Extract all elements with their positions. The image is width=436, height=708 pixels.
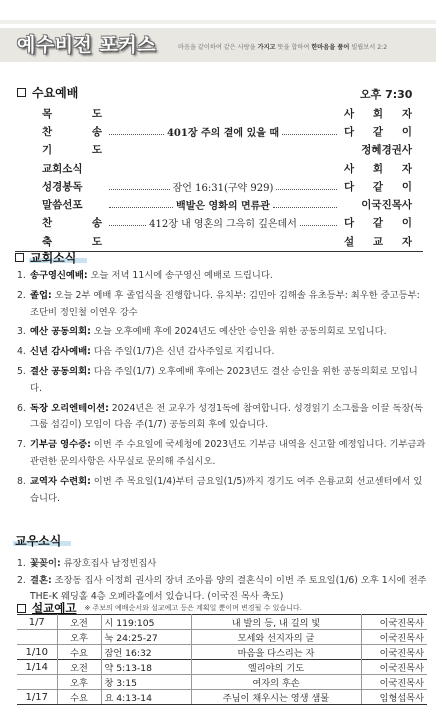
table-row [17,675,427,690]
item-body [30,344,274,361]
service-time: 수요 [57,645,101,660]
news-heading: 교회소식 [15,249,76,266]
header-slogan: 마음을 같이하여 같은 사랑을 가지고 뜻을 합하여 한마음을 품어 빌립보서 2:2 [178,44,388,51]
leader-char: 이 [401,180,412,193]
table-row [17,690,427,705]
list-item [17,437,429,471]
sermon-date: 1/7 [17,615,57,630]
checkbox-square-icon [17,88,26,97]
leader-char: 이국진목사 [361,199,412,212]
item-number: 1. [17,558,26,569]
preacher: 이국진목사 [361,630,427,645]
worship-row [42,177,412,195]
item-title: 졸업: [30,289,52,301]
item-number: 2. [17,574,26,586]
list-item [17,474,429,508]
leader-char: 다 [344,217,355,230]
staff-list [17,556,429,606]
dot-leader [109,225,146,226]
worship-content-line [102,241,344,242]
item-body [30,268,273,285]
leader-char: 같 [372,180,384,193]
dot-leader [282,134,337,135]
worship-leader [344,142,412,157]
item-body [30,288,429,322]
worship-content-line [102,149,344,150]
service-time: 오전 [57,660,101,675]
staff-heading: 교우소식 [15,532,61,549]
role-char: 도 [91,107,102,120]
item-title: 예산 공동의회: [30,326,91,338]
worship-content-line [102,124,344,139]
table-row [17,645,427,660]
role-char: 도 [91,235,102,248]
leader-char: 사 [344,162,355,175]
item-number: 1. [17,270,26,281]
item-title: 교역자 수련회: [30,475,91,487]
scripture-ref: 잠언 16:32 [101,645,191,660]
item-title: 꽃꽂이: [30,558,61,569]
role-char: 찬 [42,125,53,138]
sermon-date: 1/10 [17,645,57,660]
worship-row [42,159,412,177]
worship-row [42,232,412,250]
scripture-ref: 약 5:13-18 [101,660,191,675]
item-number: 4. [17,346,26,358]
dot-leader [300,225,337,226]
item-number: 3. [17,326,26,338]
banner-stripe [0,20,436,24]
item-text: 다음 주일(1/7)은 신년 감사주일로 지킵니다. [90,346,275,358]
sermon-date [17,675,57,690]
item-title: 기부금 영수증: [30,439,91,451]
scripture-ref: 시 119:105 [101,615,191,630]
item-text: 오늘 오후예배 후에 2024년도 예산안 승인을 위한 공동의회로 모입니다. [90,326,387,338]
sermon-date: 1/17 [17,690,57,705]
leader-char: 같 [372,125,384,138]
checkbox-square-icon [15,253,24,262]
worship-leader [344,179,412,194]
worship-content: 401장 주의 곁에 있을 때 [166,127,280,139]
worship-row [42,122,412,140]
news-list [17,268,429,510]
dot-leader [109,189,170,190]
leader-char: 사 [344,107,355,120]
worship-content-line [102,113,344,114]
worship-content: 412장 내 영혼의 그윽히 깊은데서 [149,219,297,231]
item-number: 7. [17,439,26,451]
role-char: 송 [91,217,102,230]
list-item [17,324,429,341]
item-title: 송구영신예배: [30,270,88,281]
worship-leader [344,124,412,139]
header-banner [0,0,436,62]
worship-row [42,141,412,159]
worship-leader [344,234,412,249]
leader-char: 설 [344,235,355,248]
item-title: 신년 감사예배: [30,346,91,358]
sermon-date: 1/14 [17,660,57,675]
worship-content-line [102,215,344,230]
worship-content-line [102,179,344,194]
worship-leader [344,215,412,230]
leader-char: 같 [372,217,384,230]
list-item [17,364,429,398]
worship-content-line [102,168,344,169]
scripture-ref: 요 4:13-14 [101,690,191,705]
bulletin-title: 예수비전 포커스 [17,34,157,56]
item-text: 이번 주 수요일에 국세청에 2023년도 기부금 내역을 신고할 예정입니다. 기부금과 관련한 문의사항은 사무실로 문의해 주십시오. [30,439,426,467]
leader-char: 교 [372,235,384,248]
item-text: 이번 주 목요일(1/4)부터 금요일(1/5)까지 경기도 여주 은룡교회 선교센터에서 있습니다. [30,475,423,504]
table-row [17,630,427,645]
preacher: 이국진목사 [361,645,427,660]
leader-char: 이 [401,217,412,230]
sermon-title: 주님이 채우시는 영생 샘물 [191,690,361,705]
sermon-heading: 설교예고 ※ 주보의 예배순서와 설교예고 등은 계획일 뿐이며 변경될 수 있습니다. [17,600,302,616]
item-body [30,324,387,341]
worship-role [42,179,102,194]
sermon-table [17,614,427,705]
dot-leader [276,189,337,190]
role-char: 교회소식 [42,162,83,175]
sermon-title: 모세와 선지자의 글 [191,630,361,645]
item-title: 결산 공동의회: [30,365,91,377]
role-char: 기 [42,144,53,157]
item-text: 조장동 집사 이정희 권사의 장녀 조아름 양의 결혼식이 이번 주 토요일(1/6) 오후 1시에 전주 THE-K 웨딩홀 4층 오페라홀에서 있습니다. (이국진 목사 축도) [30,574,427,602]
worship-row [42,104,412,122]
worship-role [42,197,102,212]
worship-leader [344,197,412,212]
table-row [17,615,427,630]
scripture-ref: 창 3:15 [101,675,191,690]
worship-row [42,214,412,232]
item-text: 오늘 저녁 11시에 송구영신 예배로 드립니다. [87,270,273,281]
worship-content: 백발은 영화의 면류관 [176,201,270,213]
item-body [30,556,156,573]
sermon-title: 엘리야의 기도 [191,660,361,675]
dot-leader [273,207,337,208]
service-time: 오전 [57,615,101,630]
item-number: 6. [17,402,26,414]
worship-row [42,195,412,213]
list-item [17,268,429,285]
leader-char: 자 [401,162,412,175]
sermon-title: 여자의 후손 [191,675,361,690]
worship-role [42,106,102,121]
list-item [17,401,429,435]
leader-char: 다 [344,180,355,193]
list-item [17,288,429,322]
role-char: 말씀선포 [42,199,83,212]
worship-order [42,104,412,250]
item-body [30,437,429,471]
leader-char: 다 [344,125,355,138]
preacher: 이국진목사 [361,675,427,690]
item-title: 독장 오리엔테이션: [30,402,109,414]
preacher: 이국진목사 [361,660,427,675]
leader-char: 자 [401,235,412,248]
role-char: 송 [91,125,102,138]
worship-content-line [102,197,344,212]
item-number: 5. [17,365,26,377]
worship-role [42,142,102,157]
service-time: 오후 [57,630,101,645]
item-text: 다음 주일(1/7) 오후예배 후에는 2023년도 결산 승인을 위한 공동의회로 모입니다. [30,365,418,394]
item-number: 8. [17,475,26,487]
leader-char: 회 [372,162,384,175]
list-item [17,556,429,573]
item-text: 2024년은 전 교우가 성경1독에 참여합니다. 성경읽기 소그룹을 이끌 독장(독그룹 섬김이) 모임이 다음 주(1/7) 공동의회 후에 있습니다. [30,402,424,431]
role-char: 축 [42,235,53,248]
worship-content: 잠언 16:31(구약 929) [172,182,274,194]
service-time: 수요 [57,690,101,705]
sermon-title: 마음을 다스리는 자 [191,645,361,660]
worship-leader [344,161,412,176]
leader-char: 자 [401,107,412,120]
dot-leader [109,207,173,208]
item-number: 2. [17,289,26,301]
worship-leader [344,106,412,121]
item-body [30,364,429,398]
item-text: 오늘 2부 예배 후 졸업식을 진행합니다. 유치부: 김민아 김해솔 유초등부: 최우한 중고등부: 조단비 정인철 이연우 강수 [30,289,420,318]
service-time: 오후 [57,675,101,690]
checkbox-square-icon [17,604,26,613]
dot-leader [109,134,164,135]
role-char: 도 [91,144,102,157]
list-item [17,344,429,361]
sermon-title: 내 발의 등, 내 길의 빛 [191,615,361,630]
item-text: 류장호집사 남정빈집사 [60,558,157,569]
role-char: 성경봉독 [42,180,83,193]
worship-role [42,124,102,139]
item-title: 결혼: [30,574,52,586]
preacher: 임형섭목사 [361,690,427,705]
leader-char: 정혜경권사 [361,144,412,157]
item-body [30,401,429,435]
scripture-ref: 눅 24:25-27 [101,630,191,645]
sermon-date [17,630,57,645]
worship-role [42,215,102,230]
worship-role [42,161,102,176]
worship-heading: 수요예배 [17,84,78,101]
leader-char: 이 [401,125,412,138]
role-char: 찬 [42,217,53,230]
table-row [17,660,427,675]
item-body [30,474,429,508]
preacher: 이국진목사 [361,615,427,630]
role-char: 목 [42,107,53,120]
worship-time: 오후 7:30 [360,88,413,101]
worship-role [42,234,102,249]
leader-char: 회 [372,107,384,120]
